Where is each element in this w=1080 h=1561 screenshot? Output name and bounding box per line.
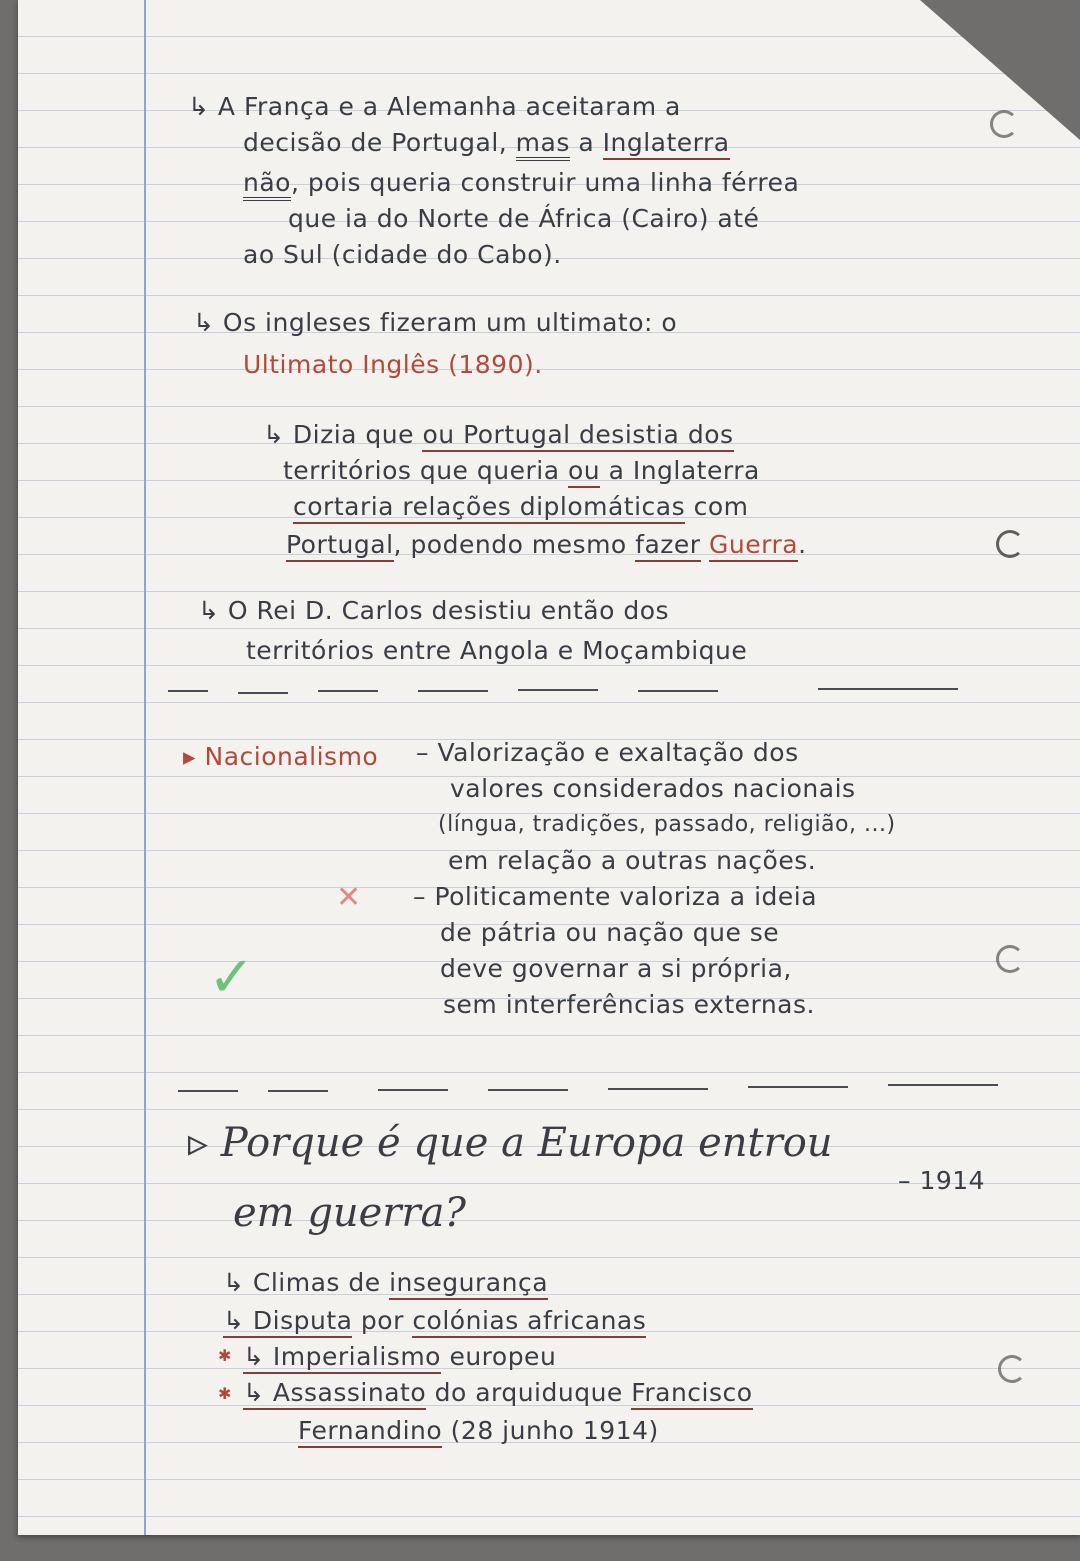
binder-hole: [990, 110, 1018, 138]
binder-hole: [996, 530, 1024, 558]
text-line: Ultimato Inglês (1890).: [243, 350, 543, 379]
text-line: em relação a outras nações.: [448, 846, 817, 875]
text-span: colónias africanas: [412, 1306, 646, 1338]
divider-dash: [638, 690, 718, 692]
divider-dash: [268, 1090, 328, 1092]
text-line: – Valorização e exaltação dos: [416, 738, 799, 767]
text-span: , pois queria construir uma linha férrea: [290, 168, 800, 197]
text-span: decisão de Portugal,: [243, 128, 508, 157]
text-line: ↳ Os ingleses fizeram um ultimato: o: [193, 308, 678, 337]
text-span: (28 junho 1914): [450, 1416, 659, 1445]
list-item: [243, 1342, 556, 1371]
cross-mark: ✕: [336, 880, 362, 915]
text-line: [263, 420, 734, 449]
list-item: [223, 1306, 646, 1335]
text-line: (língua, tradições, passado, religião, ...): [438, 812, 896, 837]
text-span: cortaria relações diplomáticas: [293, 492, 685, 524]
question-heading: ▹ Porque é que a Europa entrou: [188, 1120, 833, 1166]
notebook-page: [18, 0, 1080, 1535]
binder-hole: [998, 1355, 1026, 1383]
text-span: a Inglaterra: [608, 456, 760, 485]
text-span: ↳ Disputa: [223, 1306, 352, 1338]
text-span: ou Portugal desistia dos: [422, 420, 733, 452]
divider-dash: [818, 688, 958, 690]
text-span: Inglaterra: [603, 128, 730, 160]
text-line: – Politicamente valoriza a ideia: [413, 882, 818, 911]
divider-dash: [888, 1084, 998, 1086]
text-span: do arquiduque: [434, 1378, 623, 1407]
text-line: [286, 530, 807, 559]
text-line: ↳ A França e a Alemanha aceitaram a: [188, 92, 681, 121]
text-span: europeu: [449, 1342, 557, 1371]
star-mark: ✱: [218, 1346, 232, 1365]
text-span: ou: [568, 456, 600, 488]
divider-dash: [378, 1089, 448, 1091]
text-line: [243, 168, 799, 197]
text-line: valores considerados nacionais: [450, 774, 856, 803]
text-span: insegurança: [389, 1268, 548, 1300]
binder-hole: [996, 945, 1024, 973]
divider-dash: [608, 1088, 708, 1090]
margin-line: [144, 0, 146, 1535]
text-span: Portugal: [286, 530, 394, 562]
year-note: – 1914: [898, 1166, 986, 1195]
star-mark: ✱: [218, 1384, 232, 1403]
text-line: ↳ O Rei D. Carlos desistiu então dos: [198, 596, 670, 625]
text-span: Guerra: [709, 530, 798, 562]
text-span: ↳ Climas de: [223, 1268, 381, 1297]
text-line: ao Sul (cidade do Cabo).: [243, 240, 562, 269]
text-line: [283, 456, 760, 485]
text-span: ↳ Dizia que: [263, 420, 415, 449]
text-line: deve governar a si própria,: [440, 954, 792, 983]
divider-dash: [318, 690, 378, 692]
text-span: , podendo mesmo: [393, 530, 627, 559]
text-span: ↳ Assassinato: [243, 1378, 426, 1410]
text-span: .: [798, 530, 807, 559]
text-line: sem interferências externas.: [443, 990, 815, 1019]
text-span: a: [578, 128, 595, 157]
text-span: ↳ Imperialismo: [243, 1342, 441, 1374]
divider-dash: [418, 690, 488, 692]
text-span: Francisco: [631, 1378, 752, 1410]
divider-dash: [168, 690, 208, 692]
divider-dash: [518, 689, 598, 691]
question-heading: em guerra?: [233, 1190, 466, 1236]
text-span: mas: [516, 128, 570, 161]
list-item: [223, 1268, 548, 1297]
text-line: que ia do Norte de África (Cairo) até: [288, 204, 760, 233]
text-line: [293, 492, 749, 521]
list-item: [243, 1378, 753, 1407]
divider-dash: [238, 692, 288, 694]
text-line: territórios entre Angola e Moçambique: [246, 636, 748, 665]
divider-dash: [748, 1086, 848, 1088]
divider-dash: [488, 1089, 568, 1091]
text-span: com: [693, 492, 749, 521]
text-line: [243, 128, 730, 157]
text-span: Fernandino: [298, 1416, 442, 1448]
list-item: [298, 1416, 659, 1445]
section-label: ▸ Nacionalismo: [183, 742, 379, 771]
text-span: territórios que queria: [283, 456, 560, 485]
text-span: não: [243, 168, 291, 201]
text-span: fazer: [635, 530, 700, 562]
divider-dash: [178, 1090, 238, 1092]
text-line: de pátria ou nação que se: [440, 918, 780, 947]
text-span: por: [360, 1306, 404, 1335]
check-mark: ✓: [208, 945, 255, 1010]
